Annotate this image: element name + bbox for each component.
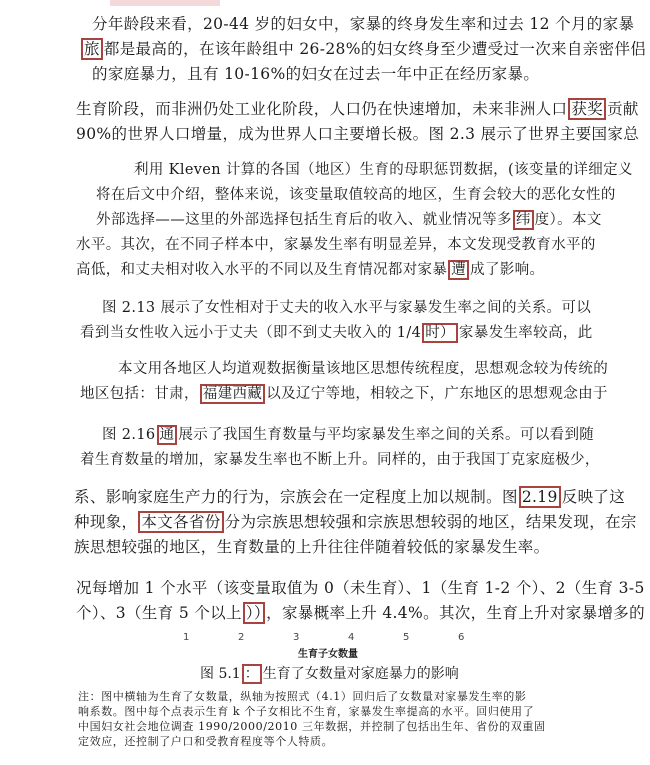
text-segment: 度）。本文 <box>534 212 602 228</box>
marked-word: 本文各省份 <box>138 511 223 533</box>
text-line: 将在后文中介绍，整体来说，该变量取值较高的地区，生育会较大的恶化女性的 <box>96 187 616 203</box>
paragraph-7 <box>74 485 637 560</box>
text-line: 况每增加 1 个水平（该变量取值为 0（未生育）、1（生育 1-2 个）、2（生育 3-5 <box>76 579 645 597</box>
text-line <box>76 97 639 122</box>
text-line <box>102 423 600 448</box>
text-line: 本文用各地区人均道观数据衡量该地区思想传统程度，思想观念较为传统的 <box>118 361 609 377</box>
text-line: 图 2.13 展示了女性相对于丈夫的收入水平与家暴发生率之间的关系。可以 <box>102 300 592 316</box>
highlight-strip <box>110 0 220 6</box>
x-tick-label: 3 <box>293 632 300 643</box>
text-segment: 个）、3（生育 5 个以上 <box>76 604 242 622</box>
marked-word: 旅 <box>81 38 103 60</box>
paragraph-4 <box>80 296 593 346</box>
marked-word: ： <box>242 664 262 684</box>
x-axis-label: 生育子女数量 <box>298 649 358 660</box>
text-line <box>80 382 608 407</box>
text-line <box>76 258 633 283</box>
text-segment: 反映了这 <box>561 488 626 506</box>
text-line <box>74 510 637 535</box>
note-line: 中国妇女社会地位调查 1990/2000/2010 三年数据，并控制了包括出生年、省份的双重固 <box>78 720 546 733</box>
marked-word: 2.19 <box>519 486 561 508</box>
paragraph-1 <box>84 12 647 87</box>
text-segment: 家暴发生率较高，此 <box>458 325 593 341</box>
note-line: 注：图中横轴为生育了女数量，纵轴为按照式（4.1）回归后了女数量对家暴发生率的影 <box>78 690 527 703</box>
text-line <box>80 37 646 62</box>
x-tick-label: 6 <box>458 632 465 643</box>
text-segment: 都是最高的，在该年龄组中 26-28%的妇女终身至少遭受过一次来自亲密伴侣 <box>103 40 647 58</box>
text-line: 90%的世界人口增量，成为世界人口主要增长极。图 2.3 展示了世界主要国家总 <box>76 125 640 143</box>
marked-word: 获奖 <box>568 98 606 120</box>
text-segment: 地区包括：甘肃， <box>80 386 199 402</box>
marked-word: 福建西藏 <box>200 384 265 404</box>
figure-notes <box>78 689 546 749</box>
text-line: 族思想较强的地区，生育数量的上升往往伴随着较低的家暴发生率。 <box>74 538 550 556</box>
x-tick-label: 1 <box>183 632 190 643</box>
caption-number: 图 5.1 <box>200 666 241 682</box>
x-tick-label: 5 <box>403 632 410 643</box>
text-line <box>96 208 633 233</box>
paragraph-3 <box>76 158 633 283</box>
text-line: 利用 Kleven 计算的各国（地区）生育的母职惩罚数据，(该变量的详细定义 <box>134 162 633 178</box>
note-line: 响系数。图中每个点表示生育 k 个子女相比不生育，家暴发生率提高的水平。回归使用了 <box>78 705 535 718</box>
text-segment: 外部选择——这里的外部选择包括生育后的收入、就业情况等多 <box>96 212 512 228</box>
text-line: 分年龄段来看，20-44 岁的妇女中，家暴的终身发生率和过去 12 个月的家暴 <box>92 15 635 33</box>
text-segment: 系、影响家庭生产力的行为，宗族会在一定程度上加以规制。图 <box>74 488 518 506</box>
text-segment: 种现象， <box>74 513 138 531</box>
paragraph-5 <box>80 357 608 407</box>
note-line: 定效应，还控制了户口和受教育程度等个人特质。 <box>78 735 334 748</box>
marked-word: 时） <box>422 323 458 343</box>
marked-word: 纬 <box>513 210 534 230</box>
text-line <box>76 601 645 626</box>
paragraph-8 <box>76 576 645 626</box>
figure-caption <box>200 663 459 683</box>
paragraph-6 <box>80 423 600 473</box>
text-segment: 生育阶段，而非洲仍处工业化阶段，人口仍在快速增加，未来非洲人口 <box>76 100 568 118</box>
text-segment: 展示了我国生育数量与平均家暴发生率之间的关系。可以看到随 <box>178 427 595 443</box>
text-segment: 图 2.16 <box>102 427 156 443</box>
marked-word: ）） <box>243 602 265 624</box>
text-line: 的家庭暴力，且有 10-16%的妇女在过去一年中正在经历家暴。 <box>92 65 540 83</box>
x-tick-label: 4 <box>348 632 355 643</box>
text-segment: 成了影响。 <box>470 262 545 278</box>
figure-x-axis <box>0 632 650 662</box>
paragraph-2 <box>76 97 639 147</box>
marked-word: 通 <box>157 425 178 445</box>
marked-word: 遭 <box>448 260 469 280</box>
text-line <box>74 485 637 510</box>
text-segment: ，家暴概率上升 4.4%。其次，生育上升对家暴增多的 <box>266 604 646 622</box>
text-segment: 贡献 <box>607 100 639 118</box>
text-segment: 看到当女性收入远小于丈夫（即不到丈夫收入的 1/4 <box>80 325 422 341</box>
text-line: 水平。其次，在不同子样本中，家暴发生率有明显差异，本文发现受教育水平的 <box>76 237 596 253</box>
text-line <box>80 321 593 346</box>
text-segment: 分为宗族思想较强和宗族思想较弱的地区，结果发现，在宗 <box>224 513 637 531</box>
text-segment: 以及辽宁等地，相较之下，广东地区的思想观念由于 <box>266 386 608 402</box>
x-tick-label: 2 <box>238 632 245 643</box>
text-segment: 高低，和丈夫相对收入水平的不同以及生育情况都对家暴 <box>76 262 448 278</box>
caption-text: 生育了女数量对家庭暴力的影响 <box>262 666 459 682</box>
text-line: 着生育数量的增加，家暴发生率也不断上升。同样的，由于我国丁克家庭极少， <box>80 452 600 468</box>
